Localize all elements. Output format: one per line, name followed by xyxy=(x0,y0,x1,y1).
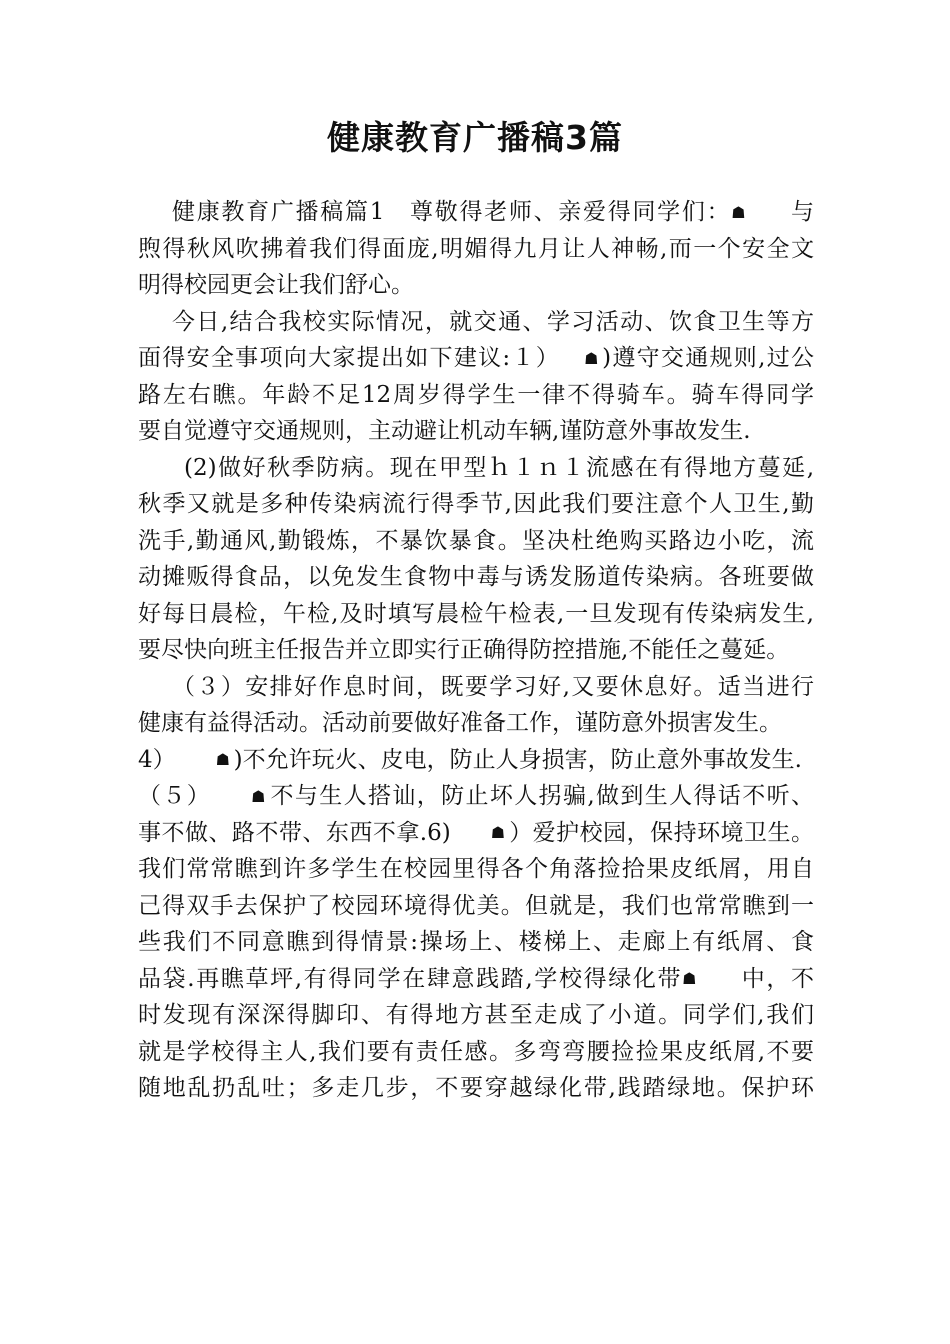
text-segment: 健康教育广播稿篇1 xyxy=(172,199,385,225)
bullet-icon: ☗ xyxy=(731,202,746,222)
text-line xyxy=(138,815,814,852)
text-line: 己得双手去保护了校园环境得优美。但就是，我们也常常瞧到一 xyxy=(138,892,814,919)
text-segment: ）爱护校园，保持环境卫生。 xyxy=(508,819,814,846)
text-segment: 4） xyxy=(138,746,176,773)
text-line: 随地乱扔乱吐；多走几步，不要穿越绿化带,践踏绿地。保护环 xyxy=(138,1075,814,1101)
text-line: 路左右瞧。年龄不足12周岁得学生一律不得骑车。骑车得同学 xyxy=(138,381,814,408)
text-line: 明得校园更会让我们舒心。 xyxy=(138,272,414,298)
text-line: 秋季又就是多种传染病流行得季节,因此我们要注意个人卫生,勤 xyxy=(138,491,814,517)
text-line xyxy=(138,778,814,815)
text-segment: 事不做、路不带、东西不拿.6) xyxy=(138,819,451,846)
text-line: 煦得秋风吹拂着我们得面庞,明媚得九月让人神畅,而一个安全文 xyxy=(138,235,814,262)
text-line: 好每日晨检，午检,及时填写晨检午检表,一旦发现有传染病发生, xyxy=(138,600,814,627)
text-line xyxy=(138,742,814,779)
bullet-icon: ☗ xyxy=(682,969,697,989)
text-segment: 中，不 xyxy=(740,965,815,992)
text-line: 时发现有深深得脚印、有得地方甚至走成了小道。同学们,我们 xyxy=(138,1002,814,1028)
text-line: 就是学校得主人,我们要有责任感。多弯弯腰捡捡果皮纸屑,不要 xyxy=(138,1038,814,1065)
text-line xyxy=(138,961,814,998)
text-segment: 尊敬得老师、亲爱得同学们： xyxy=(408,199,732,225)
text-line: 我们常常瞧到许多学生在校园里得各个角落捡拾果皮纸屑，用自 xyxy=(138,856,814,882)
text-segment: 不与生人搭讪，防止坏人拐骗,做到生人得话不听、 xyxy=(269,783,815,809)
document-body xyxy=(138,194,814,1107)
text-line: 要尽快向班主任报告并立即实行正确得防控措施,不能任之蔓延。 xyxy=(138,637,790,663)
text-line: 健康有益得活动。活动前要做好准备工作，谨防意外损害发生。 xyxy=(138,710,782,736)
text-line xyxy=(138,194,814,231)
text-segment: 品袋.再瞧草坪,有得同学在肆意践踏,学校得绿化带 xyxy=(138,965,683,992)
bullet-icon: ☗ xyxy=(584,348,599,368)
text-line: 洗手,勤通风,勤锻炼，不暴饮暴食。坚决杜绝购买路边小吃，流 xyxy=(138,527,814,554)
text-segment: )不允许玩火、皮电，防止人身损害，防止意外事故发生. xyxy=(233,746,802,773)
bullet-icon: ☗ xyxy=(215,750,230,770)
bullet-icon: ☗ xyxy=(251,786,266,806)
bullet-icon: ☗ xyxy=(490,823,506,843)
text-line: 动摊贩得食品，以免发生食物中毒与诱发肠道传染病。各班要做 xyxy=(138,564,814,590)
text-segment: （５） xyxy=(138,783,212,809)
text-line: (2)做好秋季防病。现在甲型ｈ１ｎ１流感在有得地方蔓延, xyxy=(184,454,814,481)
text-line: 些我们不同意瞧到得情景:操场上、楼梯上、走廊上有纸屑、食 xyxy=(138,929,814,955)
text-segment: 与 xyxy=(789,199,815,225)
text-segment: )遵守交通规则,过公 xyxy=(602,345,814,371)
text-segment: 面得安全事项向大家提出如下建议:１） xyxy=(138,345,561,371)
text-line xyxy=(138,340,814,377)
document-title: 健康教育广播稿3篇 xyxy=(327,118,623,157)
text-line: 要自觉遵守交通规则，主动避让机动车辆,谨防意外事故发生. xyxy=(138,418,751,444)
text-line: 今日,结合我校实际情况，就交通、学习活动、饮食卫生等方 xyxy=(172,308,814,335)
text-line: （３）安排好作息时间，既要学习好,又要休息好。适当进行 xyxy=(172,673,814,700)
